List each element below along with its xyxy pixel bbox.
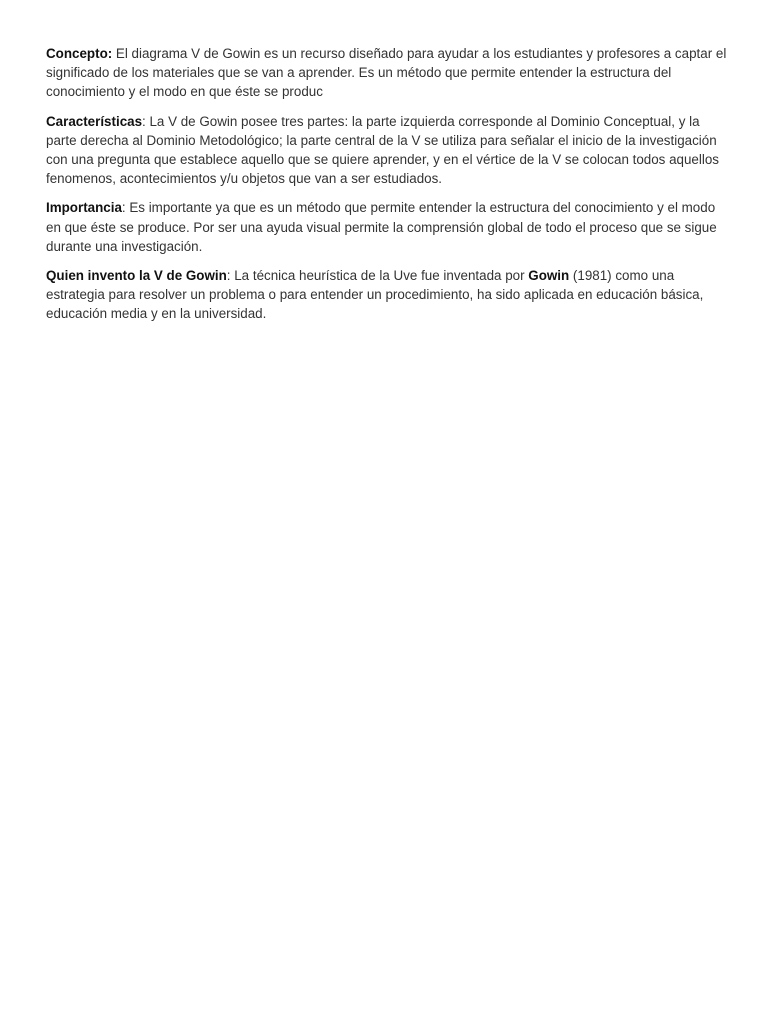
paragraph-term: Concepto: bbox=[46, 46, 113, 61]
paragraph-body: El diagrama V de Gowin es un recurso diseñado para ayudar a los estudiantes y profesores a captar el significado de los materiales que se van a aprender. Es un método que permite entender la estructura del conocimiento y el modo en que éste se produc bbox=[46, 46, 727, 100]
paragraph-term: Importancia bbox=[46, 200, 122, 216]
paragraph-body-before: : La técnica heurística de la Uve fue inventada por bbox=[226, 268, 529, 284]
paragraph-concepto bbox=[46, 44, 728, 102]
paragraph-caracteristicas bbox=[46, 112, 728, 189]
paragraph-quien-invento bbox=[46, 266, 728, 324]
paragraph-term: Características bbox=[46, 113, 143, 129]
paragraph-term: Quien invento la V de Gowin bbox=[46, 268, 227, 284]
paragraph-body: : Es importante ya que es un método que permite entender la estructura del conocimiento y el modo en que éste se produce. Por ser una ayuda visual permite la comprensión global de todo el proceso que se sigue durante una investigación. bbox=[46, 200, 717, 254]
inline-term-gowin: Gowin bbox=[528, 268, 570, 284]
paragraph-importancia bbox=[46, 198, 728, 256]
paragraph-body: : La V de Gowin posee tres partes: la parte izquierda corresponde al Dominio Conceptual, y la parte derecha al Dominio Metodológico; la parte central de la V se utiliza para señalar el inicio de la investigación con una pregunta que establece aquello que se quiere aprender, y en el vértice de la V se colocan todos aquellos fenomenos, acontecimientos y/u objetos que van a ser estudiados. bbox=[46, 113, 719, 187]
paragraph-body-after: (1981) como una estrategia para resolver un problema o para entender un procedimiento, ha sido aplicada en educación básica, educación media y en la universidad. bbox=[46, 268, 704, 322]
